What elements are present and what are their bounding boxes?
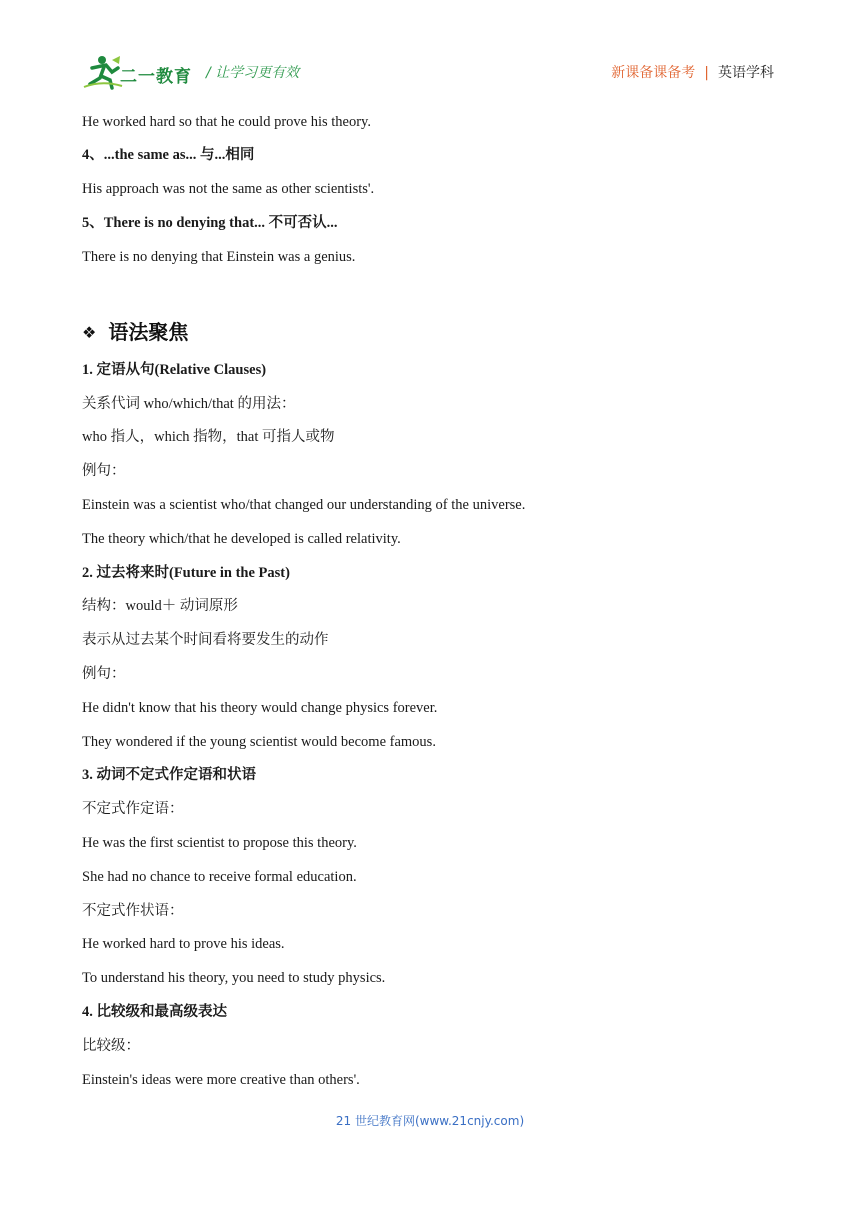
text-line: 表示从过去某个时间看将要发生的动作	[82, 632, 329, 648]
slogan: / 让学习更有效	[206, 65, 300, 81]
phrase-heading: 4、...the same as... 与...相同	[82, 147, 255, 163]
grammar-heading: 3. 动词不定式作定语和状语	[82, 767, 256, 783]
text-line: He didn't know that his theory would change physics forever.	[82, 700, 438, 716]
section-title	[82, 316, 188, 345]
text-line: He was the first scientist to propose this theory.	[82, 835, 357, 851]
text-line: who 指人，which 指物，that 可指人或物	[82, 429, 335, 445]
logo-text: 二一教育	[120, 67, 192, 87]
text-line: 不定式作状语：	[82, 903, 184, 919]
text-line: His approach was not the same as other scientists'.	[82, 181, 375, 197]
text-line: She had no chance to receive formal education.	[82, 869, 357, 885]
section-title-text: 语法聚焦	[108, 320, 189, 344]
grammar-heading: 4. 比较级和最高级表达	[82, 1004, 227, 1020]
text-line: 比较级：	[82, 1038, 140, 1054]
text-line: 不定式作定语：	[82, 801, 184, 817]
text-line: The theory which/that he developed is called relativity.	[82, 531, 401, 547]
text-line: 例句：	[82, 463, 126, 479]
text-line: He worked hard to prove his ideas.	[82, 936, 285, 952]
text-line: They wondered if the young scientist would become famous.	[82, 734, 436, 750]
text-line: 结构：would＋ 动词原形	[82, 598, 238, 614]
text-line: 例句：	[82, 666, 126, 682]
diamond-bullet-icon: ❖	[82, 323, 97, 342]
text-line: He worked hard so that he could prove his theory.	[82, 114, 371, 130]
text-line: Einstein was a scientist who/that changed our understanding of the universe.	[82, 497, 526, 513]
text-line: To understand his theory, you need to study physics.	[82, 970, 386, 986]
grammar-heading: 1. 定语从句(Relative Clauses)	[82, 362, 267, 378]
phrase-heading: 5、There is no denying that... 不可否认...	[82, 215, 338, 231]
header-course-label: 新课备课备考	[611, 65, 696, 81]
text-line: Einstein's ideas were more creative than others'.	[82, 1072, 360, 1088]
grammar-heading: 2. 过去将来时(Future in the Past)	[82, 565, 290, 581]
page-header	[0, 0, 860, 100]
text-line: There is no denying that Einstein was a genius.	[82, 249, 356, 265]
text-line: 关系代词 who/which/that 的用法：	[82, 396, 296, 412]
page-footer: 21 世纪教育网(www.21cnjy.com)	[335, 1114, 525, 1128]
header-subject-label: 英语学科	[718, 65, 774, 81]
header-separator: |	[704, 65, 709, 81]
header-subject	[611, 62, 774, 82]
